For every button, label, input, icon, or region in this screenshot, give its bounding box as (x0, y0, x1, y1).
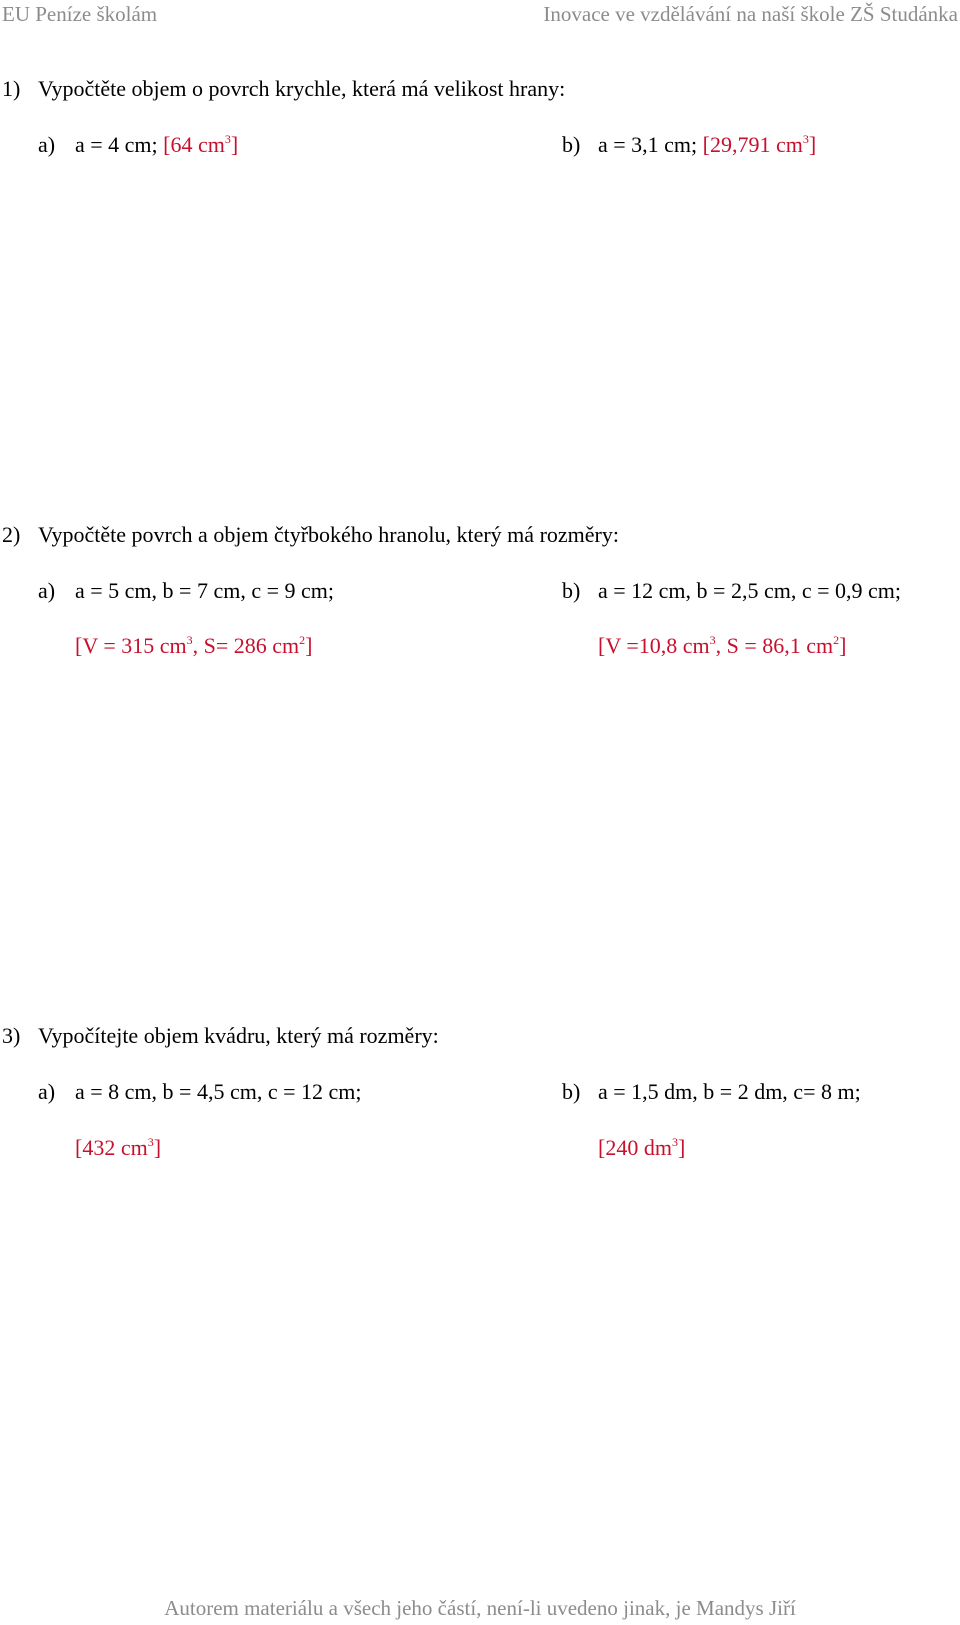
question-2-a-answer: [V = 315 $cm^3$, S= 286 $cm^2$] (75, 633, 313, 658)
question-3-text: Vypočítejte objem kvádru, který má rozměry: (38, 1023, 439, 1048)
question-3-b-text: a = 1,5 dm, b = 2 dm, c= 8 m; (598, 1079, 861, 1104)
question-2-a-label: a) (38, 578, 56, 603)
header-left: EU Peníze školám (2, 2, 158, 26)
question-3-a-answer: [432 $cm^3$] (75, 1135, 162, 1160)
question-1-b-line (598, 131, 816, 159)
header-right: Inovace ve vzdělávání na naší škole ZŠ Studánka (543, 2, 958, 26)
question-3-b-label: b) (562, 1079, 581, 1104)
question-1-a-label: a) (38, 132, 56, 157)
question-2-b-answer: [V =10,8 $cm^3$, S = 86,1 $cm^2$] (598, 633, 847, 658)
question-2-text: Vypočtěte povrch a objem čtyřbokého hranolu, který má rozměry: (38, 522, 619, 547)
question-3-a-label: a) (38, 1079, 56, 1104)
question-1-a-line (75, 131, 238, 159)
question-2-a-text: a = 5 cm, b = 7 cm, c = 9 cm; (75, 578, 334, 603)
question-2-b-text: a = 12 cm, b = 2,5 cm, c = 0,9 cm; (598, 578, 901, 603)
question-1-b-text: a = 3,1 cm; (598, 132, 703, 157)
question-1-text: Vypočtěte objem o povrch krychle, která má velikost hrany: (38, 76, 566, 101)
question-1-a-answer: [64 $cm^3$] (163, 132, 239, 157)
question-1-a-text: a = 4 cm; (75, 132, 164, 157)
question-1-b-label: b) (562, 132, 581, 157)
question-3-b-answer: [240 $dm^3$] (598, 1135, 686, 1160)
question-2-b-label: b) (562, 578, 581, 603)
question-1-number: 1) (2, 76, 21, 101)
question-3-a-text: a = 8 cm, b = 4,5 cm, c = 12 cm; (75, 1079, 362, 1104)
question-2-number: 2) (2, 522, 21, 547)
question-3-number: 3) (2, 1023, 21, 1048)
footer-author: Autorem materiálu a všech jeho částí, není-li uvedeno jinak, je Mandys Jiří (164, 1596, 796, 1620)
question-1-b-answer: [29,791 $cm^3$] (702, 132, 817, 157)
